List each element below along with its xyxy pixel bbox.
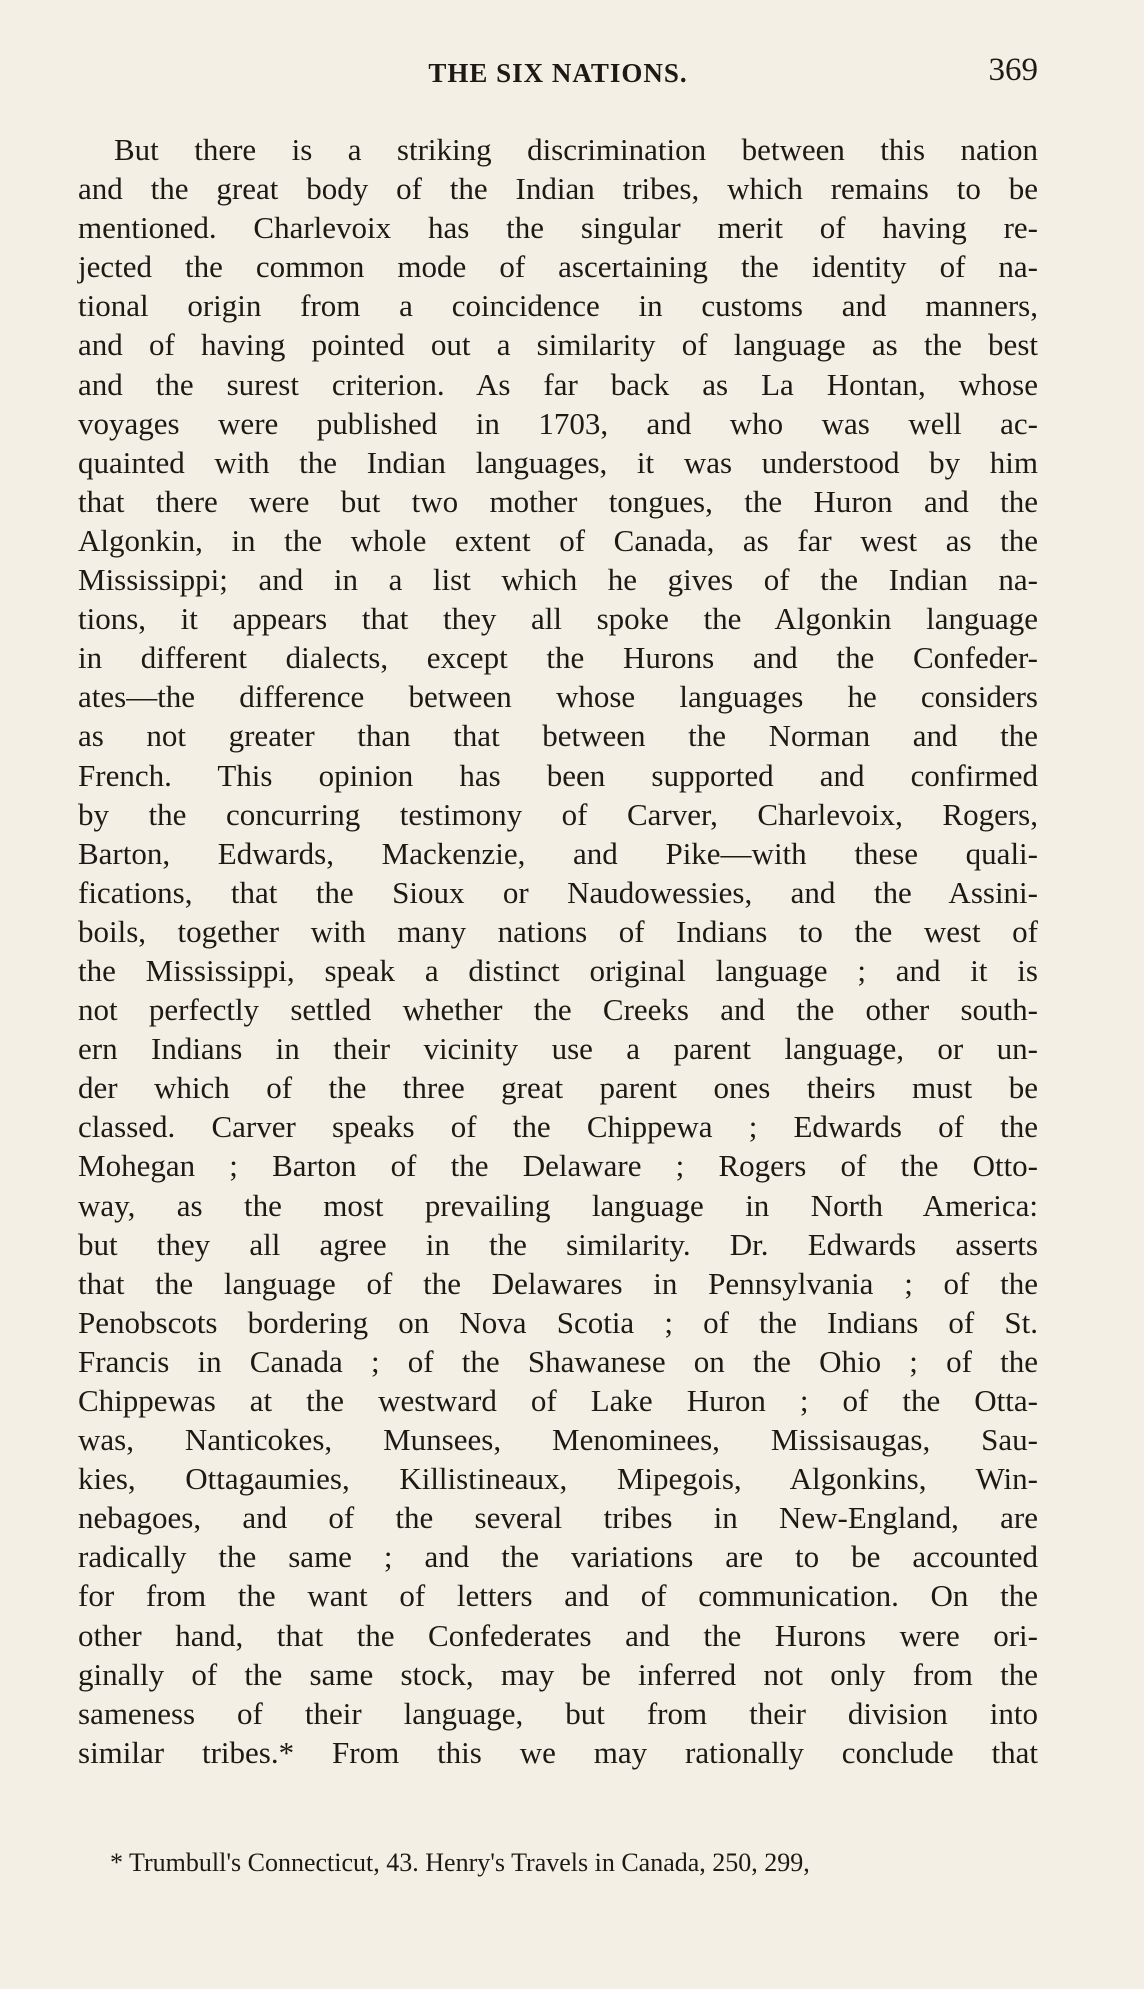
text-line: tional origin from a coincidence in customs and manners, bbox=[78, 288, 1038, 324]
text-line: by the concurring testimony of Carver, Charlevoix, Rogers, bbox=[78, 796, 1038, 832]
text-line: mentioned. Charlevoix has the singular merit of having re- bbox=[78, 210, 1038, 246]
footnote: * Trumbull's Connecticut, 43. Henry's Travels in Canada, 250, 299, bbox=[110, 1848, 810, 1877]
text-line: Chippewas at the westward of Lake Huron ; of the Otta- bbox=[78, 1383, 1038, 1418]
body-paragraph bbox=[78, 130, 1038, 1772]
text-line: radically the same ; and the variations are to be accounted bbox=[78, 1539, 1038, 1575]
text-line: but they all agree in the similarity. Dr. Edwards asserts bbox=[78, 1226, 1038, 1262]
text-line: nebagoes, and of the several tribes in New-England, are bbox=[78, 1500, 1038, 1536]
text-line: classed. Carver speaks of the Chippewa ; Edwards of the bbox=[78, 1109, 1038, 1145]
text-line: kies, Ottagaumies, Killistineaux, Mipegois, Algonkins, Win- bbox=[78, 1461, 1038, 1497]
text-line: not perfectly settled whether the Creeks and the other south- bbox=[78, 992, 1038, 1028]
text-line: der which of the three great parent ones theirs must be bbox=[78, 1070, 1038, 1106]
running-title: THE SIX NATIONS. bbox=[428, 58, 688, 88]
text-line: boils, together with many nations of Indians to the west of bbox=[78, 913, 1038, 949]
text-line: ginally of the same stock, may be inferred not only from the bbox=[78, 1656, 1038, 1692]
text-line: ates—the difference between whose languages he considers bbox=[78, 679, 1038, 715]
text-line: Barton, Edwards, Mackenzie, and Pike—with these quali- bbox=[78, 835, 1038, 871]
text-line: and of having pointed out a similarity of language as the best bbox=[78, 327, 1038, 363]
text-line: jected the common mode of ascertaining the identity of na- bbox=[78, 249, 1038, 285]
text-line: that the language of the Delawares in Pennsylvania ; of the bbox=[78, 1265, 1038, 1301]
running-head bbox=[78, 52, 1038, 98]
text-line: in different dialects, except the Hurons and the Confeder- bbox=[78, 640, 1038, 676]
text-line: tions, it appears that they all spoke the Algonkin language bbox=[78, 601, 1038, 637]
text-line: Mississippi; and in a list which he gives of the Indian na- bbox=[78, 562, 1038, 598]
text-line: French. This opinion has been supported and confirmed bbox=[78, 757, 1038, 793]
text-line: similar tribes.* From this we may rationally conclude that bbox=[78, 1734, 1038, 1770]
page-number: 369 bbox=[988, 52, 1038, 88]
text-line: ern Indians in their vicinity use a parent language, or un- bbox=[78, 1031, 1038, 1067]
text-line: Mohegan ; Barton of the Delaware ; Rogers of the Otto- bbox=[78, 1148, 1038, 1184]
text-line: But there is a striking discrimination between this nation bbox=[114, 132, 1038, 167]
text-line: that there were but two mother tongues, the Huron and the bbox=[78, 483, 1038, 519]
text-line: quainted with the Indian languages, it was understood by him bbox=[78, 444, 1038, 480]
text-line: way, as the most prevailing language in North America: bbox=[78, 1187, 1038, 1223]
text-line: was, Nanticokes, Munsees, Menominees, Missisaugas, Sau- bbox=[78, 1422, 1038, 1458]
text-line: and the surest criterion. As far back as La Hontan, whose bbox=[78, 366, 1038, 402]
text-line: other hand, that the Confederates and the Hurons were ori- bbox=[78, 1617, 1038, 1653]
text-line: Algonkin, in the whole extent of Canada, as far west as the bbox=[78, 522, 1038, 558]
text-line: Penobscots bordering on Nova Scotia ; of the Indians of St. bbox=[78, 1304, 1038, 1340]
text-line: Francis in Canada ; of the Shawanese on the Ohio ; of the bbox=[78, 1343, 1038, 1379]
text-line: voyages were published in 1703, and who was well ac- bbox=[78, 405, 1038, 441]
text-line: fications, that the Sioux or Naudowessies, and the Assini- bbox=[78, 874, 1038, 910]
text-line: the Mississippi, speak a distinct original language ; and it is bbox=[78, 952, 1038, 988]
text-line: sameness of their language, but from their division into bbox=[78, 1695, 1038, 1731]
text-line: as not greater than that between the Norman and the bbox=[78, 718, 1038, 754]
text-line: for from the want of letters and of communication. On the bbox=[78, 1578, 1038, 1614]
text-line: and the great body of the Indian tribes, which remains to be bbox=[78, 171, 1038, 207]
